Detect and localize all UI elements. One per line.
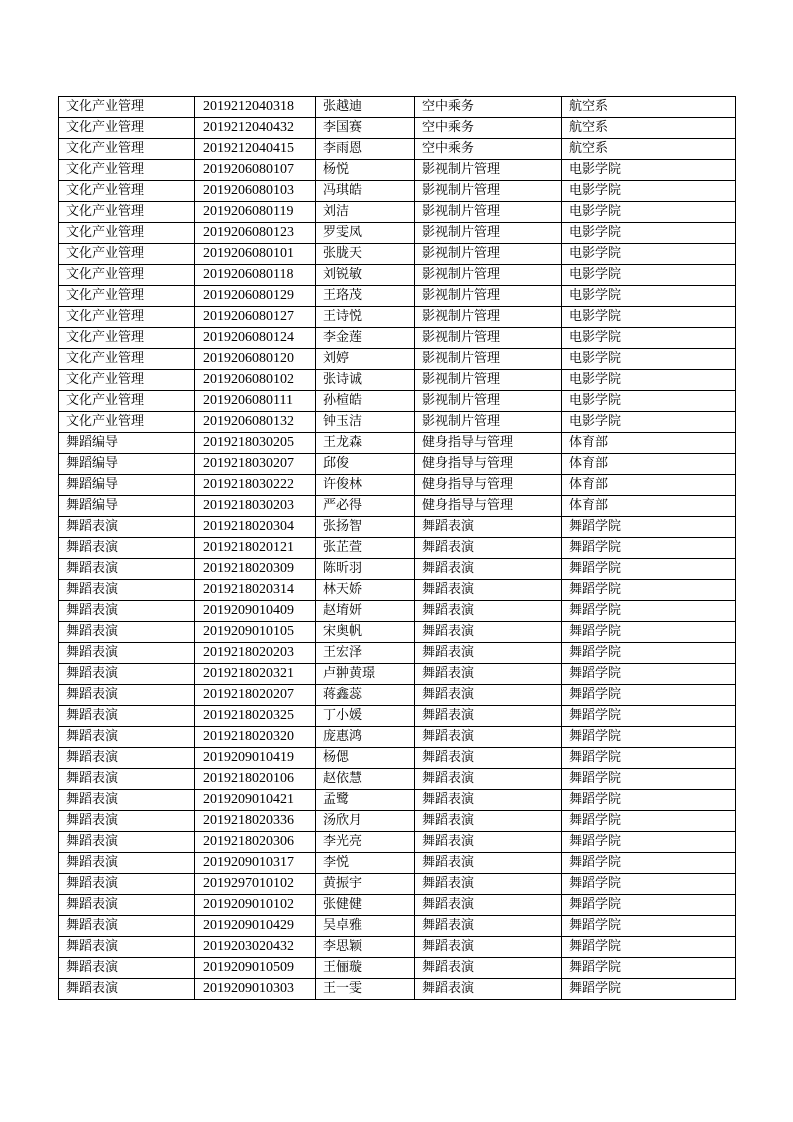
student-id-cell: 2019206080119 <box>195 202 316 223</box>
student-name-cell: 刘锐敏 <box>316 265 415 286</box>
student-id-cell: 2019218020106 <box>195 769 316 790</box>
table-row <box>59 97 736 118</box>
department-cell: 电影学院 <box>562 160 736 181</box>
table-row <box>59 160 736 181</box>
student-id-cell: 2019218030205 <box>195 433 316 454</box>
student-name-cell: 许俊林 <box>316 475 415 496</box>
target-major-cell: 文化产业管理 <box>59 223 195 244</box>
student-name-cell: 张扬智 <box>316 517 415 538</box>
department-cell: 舞蹈学院 <box>562 832 736 853</box>
target-major-cell: 舞蹈表演 <box>59 916 195 937</box>
student-id-cell: 2019209010509 <box>195 958 316 979</box>
table-row <box>59 559 736 580</box>
student-name-cell: 蒋鑫蕊 <box>316 685 415 706</box>
department-cell: 电影学院 <box>562 286 736 307</box>
original-major-cell: 舞蹈表演 <box>415 748 562 769</box>
student-id-cell: 2019212040318 <box>195 97 316 118</box>
original-major-cell: 影视制片管理 <box>415 370 562 391</box>
student-id-cell: 2019206080101 <box>195 244 316 265</box>
table-row <box>59 265 736 286</box>
student-name-cell: 张诗诚 <box>316 370 415 391</box>
student-id-cell: 2019218020336 <box>195 811 316 832</box>
table-row <box>59 454 736 475</box>
target-major-cell: 舞蹈编导 <box>59 433 195 454</box>
student-id-cell: 2019212040432 <box>195 118 316 139</box>
target-major-cell: 舞蹈表演 <box>59 937 195 958</box>
department-cell: 航空系 <box>562 97 736 118</box>
target-major-cell: 舞蹈表演 <box>59 769 195 790</box>
table-row <box>59 370 736 391</box>
student-id-cell: 2019206080118 <box>195 265 316 286</box>
student-name-cell: 王宏泽 <box>316 643 415 664</box>
original-major-cell: 舞蹈表演 <box>415 580 562 601</box>
target-major-cell: 舞蹈表演 <box>59 958 195 979</box>
original-major-cell: 影视制片管理 <box>415 223 562 244</box>
table-row <box>59 748 736 769</box>
original-major-cell: 舞蹈表演 <box>415 811 562 832</box>
table-row <box>59 496 736 517</box>
student-id-cell: 2019218020306 <box>195 832 316 853</box>
department-cell: 舞蹈学院 <box>562 748 736 769</box>
student-name-cell: 刘婷 <box>316 349 415 370</box>
original-major-cell: 影视制片管理 <box>415 412 562 433</box>
original-major-cell: 影视制片管理 <box>415 181 562 202</box>
student-name-cell: 冯琪皓 <box>316 181 415 202</box>
original-major-cell: 空中乘务 <box>415 139 562 160</box>
department-cell: 电影学院 <box>562 265 736 286</box>
original-major-cell: 影视制片管理 <box>415 202 562 223</box>
student-id-cell: 2019297010102 <box>195 874 316 895</box>
student-name-cell: 林天娇 <box>316 580 415 601</box>
original-major-cell: 舞蹈表演 <box>415 517 562 538</box>
target-major-cell: 舞蹈表演 <box>59 727 195 748</box>
original-major-cell: 影视制片管理 <box>415 160 562 181</box>
target-major-cell: 舞蹈表演 <box>59 706 195 727</box>
target-major-cell: 舞蹈表演 <box>59 790 195 811</box>
original-major-cell: 舞蹈表演 <box>415 769 562 790</box>
original-major-cell: 舞蹈表演 <box>415 958 562 979</box>
student-id-cell: 2019206080132 <box>195 412 316 433</box>
original-major-cell: 舞蹈表演 <box>415 727 562 748</box>
student-id-cell: 2019206080124 <box>195 328 316 349</box>
table-row <box>59 580 736 601</box>
original-major-cell: 健身指导与管理 <box>415 433 562 454</box>
original-major-cell: 影视制片管理 <box>415 307 562 328</box>
table-row <box>59 790 736 811</box>
department-cell: 电影学院 <box>562 202 736 223</box>
department-cell: 舞蹈学院 <box>562 895 736 916</box>
table-row <box>59 328 736 349</box>
department-cell: 舞蹈学院 <box>562 706 736 727</box>
table-row <box>59 517 736 538</box>
original-major-cell: 舞蹈表演 <box>415 916 562 937</box>
student-id-cell: 2019206080123 <box>195 223 316 244</box>
table-row <box>59 391 736 412</box>
original-major-cell: 空中乘务 <box>415 118 562 139</box>
original-major-cell: 舞蹈表演 <box>415 937 562 958</box>
table-row <box>59 811 736 832</box>
original-major-cell: 舞蹈表演 <box>415 895 562 916</box>
target-major-cell: 舞蹈表演 <box>59 853 195 874</box>
table-row <box>59 916 736 937</box>
target-major-cell: 文化产业管理 <box>59 370 195 391</box>
original-major-cell: 影视制片管理 <box>415 265 562 286</box>
target-major-cell: 舞蹈表演 <box>59 559 195 580</box>
student-name-cell: 李雨恩 <box>316 139 415 160</box>
original-major-cell: 舞蹈表演 <box>415 559 562 580</box>
department-cell: 体育部 <box>562 496 736 517</box>
target-major-cell: 文化产业管理 <box>59 412 195 433</box>
department-cell: 舞蹈学院 <box>562 517 736 538</box>
student-id-cell: 2019209010105 <box>195 622 316 643</box>
student-name-cell: 卢翀黄璟 <box>316 664 415 685</box>
student-name-cell: 王俪璇 <box>316 958 415 979</box>
original-major-cell: 舞蹈表演 <box>415 979 562 1000</box>
table-row <box>59 202 736 223</box>
student-id-cell: 2019218020314 <box>195 580 316 601</box>
table-row <box>59 895 736 916</box>
department-cell: 电影学院 <box>562 328 736 349</box>
department-cell: 舞蹈学院 <box>562 727 736 748</box>
target-major-cell: 舞蹈表演 <box>59 580 195 601</box>
student-id-cell: 2019218030207 <box>195 454 316 475</box>
department-cell: 舞蹈学院 <box>562 853 736 874</box>
original-major-cell: 舞蹈表演 <box>415 853 562 874</box>
department-cell: 舞蹈学院 <box>562 685 736 706</box>
student-list-table <box>58 96 736 1000</box>
department-cell: 舞蹈学院 <box>562 559 736 580</box>
target-major-cell: 舞蹈表演 <box>59 832 195 853</box>
student-id-cell: 2019209010421 <box>195 790 316 811</box>
target-major-cell: 舞蹈表演 <box>59 517 195 538</box>
target-major-cell: 文化产业管理 <box>59 139 195 160</box>
student-id-cell: 2019209010409 <box>195 601 316 622</box>
original-major-cell: 舞蹈表演 <box>415 706 562 727</box>
original-major-cell: 影视制片管理 <box>415 328 562 349</box>
department-cell: 航空系 <box>562 118 736 139</box>
student-name-cell: 钟玉洁 <box>316 412 415 433</box>
target-major-cell: 文化产业管理 <box>59 265 195 286</box>
student-name-cell: 邱俊 <box>316 454 415 475</box>
original-major-cell: 影视制片管理 <box>415 286 562 307</box>
department-cell: 舞蹈学院 <box>562 937 736 958</box>
target-major-cell: 舞蹈表演 <box>59 748 195 769</box>
student-id-cell: 2019218020304 <box>195 517 316 538</box>
department-cell: 舞蹈学院 <box>562 538 736 559</box>
table-row <box>59 286 736 307</box>
department-cell: 电影学院 <box>562 370 736 391</box>
table-row <box>59 307 736 328</box>
student-name-cell: 严必得 <box>316 496 415 517</box>
table-row <box>59 643 736 664</box>
student-id-cell: 2019218020121 <box>195 538 316 559</box>
student-id-cell: 2019209010419 <box>195 748 316 769</box>
target-major-cell: 文化产业管理 <box>59 328 195 349</box>
table-row <box>59 979 736 1000</box>
table-row <box>59 727 736 748</box>
original-major-cell: 健身指导与管理 <box>415 496 562 517</box>
target-major-cell: 舞蹈表演 <box>59 979 195 1000</box>
original-major-cell: 舞蹈表演 <box>415 601 562 622</box>
table-row <box>59 769 736 790</box>
student-id-cell: 2019206080103 <box>195 181 316 202</box>
department-cell: 舞蹈学院 <box>562 874 736 895</box>
target-major-cell: 舞蹈表演 <box>59 874 195 895</box>
student-id-cell: 2019206080102 <box>195 370 316 391</box>
department-cell: 电影学院 <box>562 223 736 244</box>
table-body <box>59 97 736 1000</box>
student-name-cell: 张胧天 <box>316 244 415 265</box>
target-major-cell: 舞蹈表演 <box>59 895 195 916</box>
department-cell: 舞蹈学院 <box>562 790 736 811</box>
table-row <box>59 664 736 685</box>
table-row <box>59 853 736 874</box>
department-cell: 舞蹈学院 <box>562 958 736 979</box>
department-cell: 航空系 <box>562 139 736 160</box>
original-major-cell: 影视制片管理 <box>415 391 562 412</box>
student-id-cell: 2019206080111 <box>195 391 316 412</box>
target-major-cell: 文化产业管理 <box>59 97 195 118</box>
student-id-cell: 2019212040415 <box>195 139 316 160</box>
table-row <box>59 601 736 622</box>
original-major-cell: 健身指导与管理 <box>415 475 562 496</box>
target-major-cell: 文化产业管理 <box>59 181 195 202</box>
target-major-cell: 舞蹈编导 <box>59 454 195 475</box>
original-major-cell: 舞蹈表演 <box>415 664 562 685</box>
student-name-cell: 杨悦 <box>316 160 415 181</box>
student-name-cell: 张芷萱 <box>316 538 415 559</box>
department-cell: 电影学院 <box>562 349 736 370</box>
student-name-cell: 李金莲 <box>316 328 415 349</box>
student-name-cell: 王珞茂 <box>316 286 415 307</box>
student-name-cell: 杨偲 <box>316 748 415 769</box>
table-row <box>59 118 736 139</box>
table-row <box>59 349 736 370</box>
department-cell: 电影学院 <box>562 244 736 265</box>
table-row <box>59 538 736 559</box>
department-cell: 舞蹈学院 <box>562 580 736 601</box>
department-cell: 电影学院 <box>562 181 736 202</box>
student-id-cell: 2019209010317 <box>195 853 316 874</box>
target-major-cell: 文化产业管理 <box>59 286 195 307</box>
student-id-cell: 2019218020325 <box>195 706 316 727</box>
student-name-cell: 孙楦皓 <box>316 391 415 412</box>
department-cell: 舞蹈学院 <box>562 622 736 643</box>
student-id-cell: 2019203020432 <box>195 937 316 958</box>
student-id-cell: 2019218030222 <box>195 475 316 496</box>
student-name-cell: 刘洁 <box>316 202 415 223</box>
original-major-cell: 空中乘务 <box>415 97 562 118</box>
target-major-cell: 舞蹈表演 <box>59 643 195 664</box>
table-row <box>59 181 736 202</box>
original-major-cell: 影视制片管理 <box>415 244 562 265</box>
student-name-cell: 黄振宇 <box>316 874 415 895</box>
target-major-cell: 舞蹈表演 <box>59 622 195 643</box>
student-name-cell: 李光亮 <box>316 832 415 853</box>
department-cell: 舞蹈学院 <box>562 769 736 790</box>
original-major-cell: 舞蹈表演 <box>415 832 562 853</box>
original-major-cell: 舞蹈表演 <box>415 622 562 643</box>
department-cell: 舞蹈学院 <box>562 643 736 664</box>
student-name-cell: 陈昕羽 <box>316 559 415 580</box>
target-major-cell: 舞蹈表演 <box>59 811 195 832</box>
student-name-cell: 吴卓雅 <box>316 916 415 937</box>
student-id-cell: 2019206080120 <box>195 349 316 370</box>
table-row <box>59 433 736 454</box>
student-name-cell: 赵堉妍 <box>316 601 415 622</box>
student-name-cell: 宋奥帆 <box>316 622 415 643</box>
target-major-cell: 文化产业管理 <box>59 391 195 412</box>
student-id-cell: 2019206080129 <box>195 286 316 307</box>
student-id-cell: 2019218020321 <box>195 664 316 685</box>
target-major-cell: 文化产业管理 <box>59 307 195 328</box>
student-name-cell: 罗雯凤 <box>316 223 415 244</box>
original-major-cell: 舞蹈表演 <box>415 685 562 706</box>
table-row <box>59 958 736 979</box>
target-major-cell: 舞蹈编导 <box>59 496 195 517</box>
student-id-cell: 2019218020309 <box>195 559 316 580</box>
target-major-cell: 舞蹈表演 <box>59 538 195 559</box>
table-row <box>59 874 736 895</box>
department-cell: 电影学院 <box>562 307 736 328</box>
department-cell: 舞蹈学院 <box>562 811 736 832</box>
student-id-cell: 2019218030203 <box>195 496 316 517</box>
student-name-cell: 赵依慧 <box>316 769 415 790</box>
student-list-table-container <box>58 96 736 1000</box>
target-major-cell: 文化产业管理 <box>59 160 195 181</box>
table-row <box>59 937 736 958</box>
student-id-cell: 2019209010303 <box>195 979 316 1000</box>
original-major-cell: 舞蹈表演 <box>415 874 562 895</box>
student-name-cell: 李国赛 <box>316 118 415 139</box>
student-name-cell: 王龙森 <box>316 433 415 454</box>
original-major-cell: 影视制片管理 <box>415 349 562 370</box>
student-name-cell: 丁小媛 <box>316 706 415 727</box>
student-name-cell: 张越迪 <box>316 97 415 118</box>
student-name-cell: 张健健 <box>316 895 415 916</box>
student-name-cell: 庞惠鸿 <box>316 727 415 748</box>
student-id-cell: 2019206080107 <box>195 160 316 181</box>
department-cell: 体育部 <box>562 433 736 454</box>
student-name-cell: 王一雯 <box>316 979 415 1000</box>
table-row <box>59 832 736 853</box>
original-major-cell: 舞蹈表演 <box>415 790 562 811</box>
student-name-cell: 王诗悦 <box>316 307 415 328</box>
original-major-cell: 健身指导与管理 <box>415 454 562 475</box>
department-cell: 舞蹈学院 <box>562 916 736 937</box>
student-name-cell: 孟鹭 <box>316 790 415 811</box>
target-major-cell: 文化产业管理 <box>59 244 195 265</box>
student-id-cell: 2019218020320 <box>195 727 316 748</box>
department-cell: 体育部 <box>562 454 736 475</box>
target-major-cell: 舞蹈表演 <box>59 601 195 622</box>
table-row <box>59 475 736 496</box>
department-cell: 舞蹈学院 <box>562 664 736 685</box>
table-row <box>59 706 736 727</box>
target-major-cell: 舞蹈表演 <box>59 685 195 706</box>
original-major-cell: 舞蹈表演 <box>415 643 562 664</box>
target-major-cell: 舞蹈表演 <box>59 664 195 685</box>
student-id-cell: 2019218020207 <box>195 685 316 706</box>
table-row <box>59 139 736 160</box>
department-cell: 电影学院 <box>562 412 736 433</box>
department-cell: 体育部 <box>562 475 736 496</box>
table-row <box>59 412 736 433</box>
student-id-cell: 2019218020203 <box>195 643 316 664</box>
student-name-cell: 汤欣月 <box>316 811 415 832</box>
table-row <box>59 244 736 265</box>
table-row <box>59 622 736 643</box>
student-id-cell: 2019209010102 <box>195 895 316 916</box>
target-major-cell: 文化产业管理 <box>59 118 195 139</box>
table-row <box>59 685 736 706</box>
student-name-cell: 李思颖 <box>316 937 415 958</box>
table-row <box>59 223 736 244</box>
department-cell: 电影学院 <box>562 391 736 412</box>
target-major-cell: 舞蹈编导 <box>59 475 195 496</box>
student-id-cell: 2019206080127 <box>195 307 316 328</box>
department-cell: 舞蹈学院 <box>562 979 736 1000</box>
target-major-cell: 文化产业管理 <box>59 202 195 223</box>
student-name-cell: 李悦 <box>316 853 415 874</box>
student-id-cell: 2019209010429 <box>195 916 316 937</box>
target-major-cell: 文化产业管理 <box>59 349 195 370</box>
original-major-cell: 舞蹈表演 <box>415 538 562 559</box>
department-cell: 舞蹈学院 <box>562 601 736 622</box>
